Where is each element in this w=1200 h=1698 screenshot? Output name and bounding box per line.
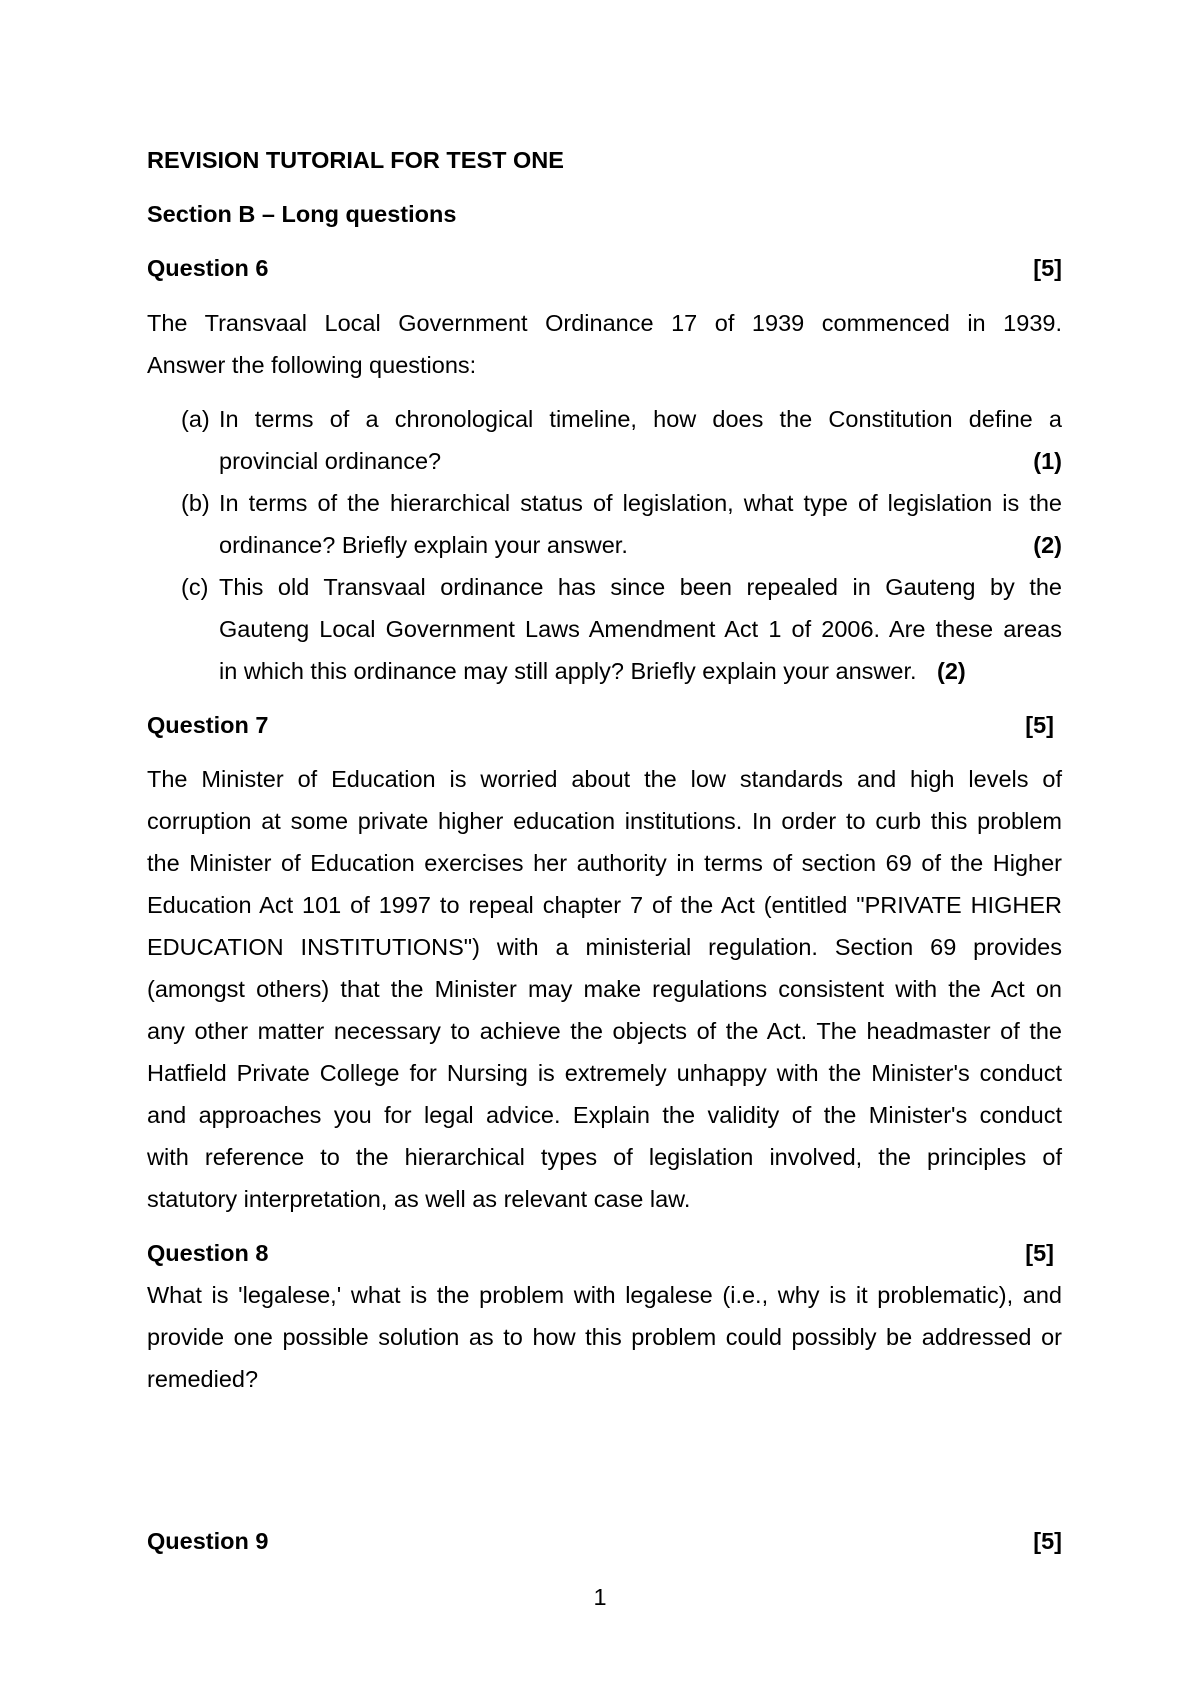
item-label: (b) xyxy=(181,490,210,516)
item-text-line: provincial ordinance? xyxy=(219,448,442,474)
question-6-marks: [5] xyxy=(1033,255,1062,281)
item-label: (a) xyxy=(181,406,210,432)
question-6-title: Question 6 xyxy=(147,255,269,281)
question-8-line: remedied? xyxy=(147,1366,259,1392)
document-title: REVISION TUTORIAL FOR TEST ONE xyxy=(147,147,564,173)
document-page xyxy=(147,0,1062,1698)
item-label: (c) xyxy=(181,574,209,600)
item-text-line: ordinance? Briefly explain your answer. xyxy=(219,532,628,558)
question-6-header xyxy=(147,254,1062,282)
question-8-marks: [5] xyxy=(1025,1240,1054,1266)
question-8-header xyxy=(147,1239,1054,1267)
question-7-line: the Minister of Education exercises her authority in terms of section 69 of the Higher xyxy=(147,850,1062,876)
question-6-intro-line: The Transvaal Local Government Ordinance 17 of 1939 commenced in 1939. xyxy=(147,310,1062,336)
question-7-line: Education Act 101 of 1997 to repeal chapter 7 of the Act (entitled "PRIVATE HIGHER xyxy=(147,892,1062,918)
item-text-line: In terms of the hierarchical status of legislation, what type of legislation is the xyxy=(219,490,1062,516)
item-text-line: in which this ordinance may still apply? Briefly explain your answer. xyxy=(219,658,917,684)
question-8-line: provide one possible solution as to how this problem could possibly be addressed or xyxy=(147,1324,1062,1350)
question-7-line: The Minister of Education is worried about the low standards and high levels of xyxy=(147,766,1062,792)
item-marks: (2) xyxy=(937,658,966,684)
item-marks: (1) xyxy=(1033,448,1062,474)
question-7-line: Hatfield Private College for Nursing is extremely unhappy with the Minister's conduct xyxy=(147,1060,1062,1086)
question-7-line: EDUCATION INSTITUTIONS") with a ministerial regulation. Section 69 provides xyxy=(147,934,1062,960)
question-7-marks: [5] xyxy=(1025,712,1054,738)
question-9-marks: [5] xyxy=(1033,1528,1062,1554)
question-8-line: What is 'legalese,' what is the problem with legalese (i.e., why is it problematic), and xyxy=(147,1282,1062,1308)
item-text-line: Gauteng Local Government Laws Amendment Act 1 of 2006. Are these areas xyxy=(219,616,1062,642)
question-7-header xyxy=(147,711,1054,739)
question-9-header xyxy=(147,1527,1062,1555)
section-heading: Section B – Long questions xyxy=(147,201,457,227)
question-7-line: any other matter necessary to achieve the objects of the Act. The headmaster of the xyxy=(147,1018,1062,1044)
page-number: 1 xyxy=(593,1584,607,1610)
item-text-line: This old Transvaal ordinance has since been repealed in Gauteng by the xyxy=(219,574,1062,600)
question-7-line: with reference to the hierarchical types of legislation involved, the principles of xyxy=(147,1144,1062,1170)
item-marks: (2) xyxy=(1033,532,1062,558)
item-text-line: In terms of a chronological timeline, how does the Constitution define a xyxy=(219,406,1062,432)
question-8-title: Question 8 xyxy=(147,1240,269,1266)
question-7-line: and approaches you for legal advice. Explain the validity of the Minister's conduct xyxy=(147,1102,1062,1128)
question-7-line: statutory interpretation, as well as relevant case law. xyxy=(147,1186,691,1212)
question-6-intro-line: Answer the following questions: xyxy=(147,352,477,378)
question-9-title: Question 9 xyxy=(147,1528,269,1554)
question-7-title: Question 7 xyxy=(147,712,269,738)
question-7-line: (amongst others) that the Minister may make regulations consistent with the Act on xyxy=(147,976,1062,1002)
question-7-line: corruption at some private higher education institutions. In order to curb this problem xyxy=(147,808,1062,834)
